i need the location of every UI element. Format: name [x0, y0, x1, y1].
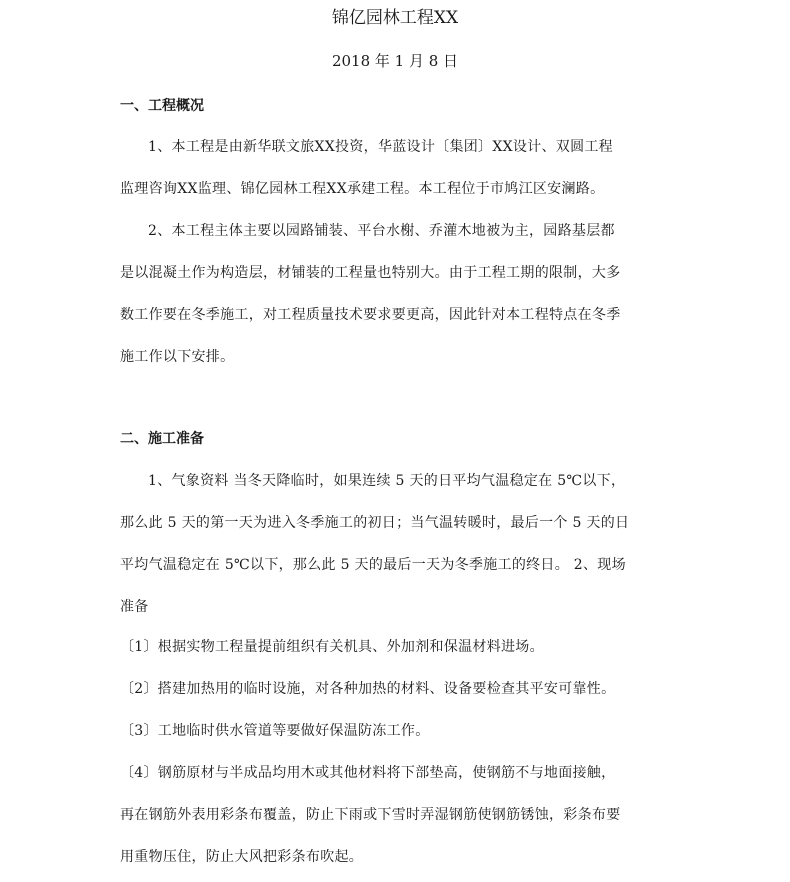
list-item: 〔3〕工地临时供水管道等要做好保温防冻工作。: [120, 723, 430, 739]
paragraph-line: 准备: [120, 599, 149, 615]
paragraph-line: 是以混凝土作为构造层，材铺装的工程量也特别大。由于工程工期的限制，大多: [120, 265, 621, 281]
paragraph-line: 2、本工程主体主要以园路铺装、平台水榭、乔灌木地被为主，园路基层都: [148, 223, 615, 239]
section-heading-preparation: 二、施工准备: [120, 431, 204, 447]
paragraph-line: 用重物压住，防止大风把彩条布吹起。: [120, 849, 364, 865]
list-item: 〔1〕根据实物工程量提前组织有关机具、外加剂和保温材料进场。: [120, 639, 544, 655]
list-item: 〔4〕钢筋原材与半成品均用木或其他材料将下部垫高，使钢筋不与地面接触，: [120, 765, 616, 781]
paragraph-line: 1、气象资料 当冬天降临时，如果连续 5 天的日平均气温稳定在 5℃以下，: [148, 473, 626, 489]
paragraph-line: 数工作要在冬季施工，对工程质量技术要求要更高，因此针对本工程特点在冬季: [120, 307, 621, 323]
paragraph-line: 那么此 5 天的第一天为进入冬季施工的初日；当气温转暖时，最后一个 5 天的日: [120, 515, 630, 531]
document-title: 锦亿园林工程XX: [331, 8, 459, 28]
section-heading-overview: 一、工程概况: [120, 98, 204, 114]
paragraph-line: 再在钢筋外表用彩条布覆盖，防止下雨或下雪时弄湿钢筋使钢筋锈蚀，彩条布要: [120, 807, 621, 823]
paragraph-line: 平均气温稳定在 5℃以下，那么此 5 天的最后一天为冬季施工的终日。 2、现场: [120, 557, 626, 573]
paragraph-line: 施工作以下安排。: [120, 349, 235, 365]
paragraph-line: 监理咨询XX监理、锦亿园林工程XX承建工程。本工程位于市鸠江区安澜路。: [120, 181, 605, 197]
list-item: 〔2〕搭建加热用的临时设施，对各种加热的材料、设备要检查其平安可靠性。: [120, 681, 616, 697]
paragraph-line: 1、本工程是由新华联文旅XX投资，华蓝设计〔集团〕XX设计、双圆工程: [148, 139, 613, 155]
document-date: 2018 年 1 月 8 日: [331, 52, 459, 70]
